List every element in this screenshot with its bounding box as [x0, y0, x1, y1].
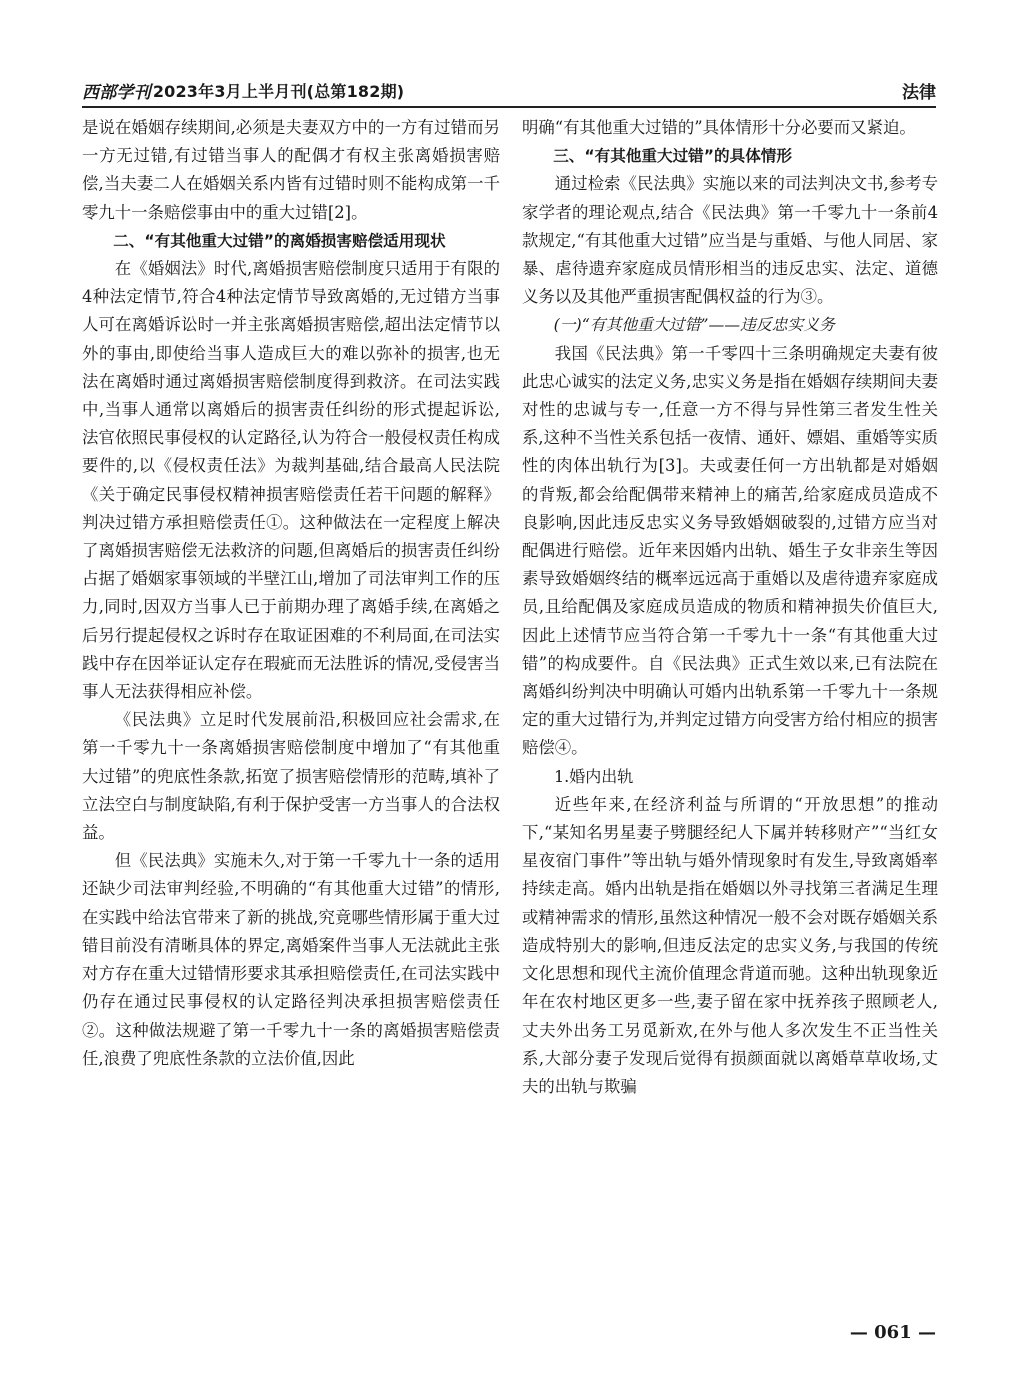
section-name: 法律: [902, 82, 936, 103]
section-heading: 三、“有其他重大过错”的具体情形: [553, 147, 792, 166]
paragraph: 我国《民法典》第一千零四十三条明确规定夫妻有彼此忠心诚实的法定义务,忠实义务是指在婚姻存续期间夫妻对性的忠诚与专一,任意一方不得与异性第三者发生性关系,这种不当性关系包括一夜情、通奸、嫖娼、重婚等实质性的肉体出轨行为[3]。夫或妻任何一方出轨都是对婚姻的背叛,都会给配偶带来精神上的痛苦,给家庭成员造成不良影响,因此违反忠实义务导致婚姻破裂的,过错方应当对配偶进行赔偿。近年来因婚内出轨、婚生子女非亲生等因素导致婚姻终结的概率远远高于重婚以及虐待遗弃家庭成员,且给配偶及家庭成员造成的物质和精神损失价值巨大,因此上述情节应当符合第一千零九十一条“有其他重大过错”的构成要件。自《民法典》正式生效以来,已有法院在离婚纠纷判决中明确认可婚内出轨系第一千零九十一条规定的重大过错行为,并判定过错方向受害方给付相应的损害赔偿④。: [522, 343, 938, 758]
section-heading: 二、“有其他重大过错”的离婚损害赔偿适用现状: [113, 231, 446, 250]
paragraph: 在《婚姻法》时代,离婚损害赔偿制度只适用于有限的4种法定情节,符合4种法定情节导致离婚的,无过错方当事人可在离婚诉讼时一并主张离婚损害赔偿,超出法定情节以外的事由,即使给当事人造成巨大的难以弥补的损害,也无法在离婚时通过离婚损害赔偿制度得到救济。在司法实践中,当事人通常以离婚后的损害责任纠纷的形式提起诉讼,法官依照民事侵权的认定路径,认为符合一般侵权责任构成要件的,以《侵权责任法》为裁判基础,结合最高人民法院《关于确定民事侵权精神损害赔偿责任若干问题的解释》判决过错方承担赔偿责任①。这种做法在一定程度上解决了离婚损害赔偿无法救济的问题,但离婚后的损害责任纠纷占据了婚姻家事领域的半壁江山,增加了司法审判工作的压力,同时,因双方当事人已于前期办理了离婚手续,在离婚之后另行提起侵权之诉时存在取证困难的不利局面,在司法实践中存在因举证认定存在瑕疵而无法胜诉的情况,受侵害当事人无法获得相应补偿。: [82, 259, 500, 702]
paragraph: 明确“有其他重大过错的”具体情形十分必要而又紧迫。: [522, 118, 916, 137]
left-column: [82, 114, 500, 1073]
journal-logo: 西部学刊: [82, 82, 151, 103]
sub-subsection-heading: 1.婚内出轨: [554, 766, 634, 786]
paragraph: 《民法典》立足时代发展前沿,积极回应社会需求,在第一千零九十一条离婚损害赔偿制度中增加了“有其他重大过错”的兜底性条款,拓宽了损害赔偿情形的范畴,填补了立法空白与制度缺陷,有利于保护受害一方当事人的合法权益。: [82, 710, 500, 843]
paragraph: 是说在婚姻存续期间,必须是夫妻双方中的一方有过错而另一方无过错,有过错当事人的配偶才有权主张离婚损害赔偿,当夫妻二人在婚姻关系内皆有过错时则不能构成第一千零九十一条赔偿事由中的重大过错[2]。: [82, 118, 500, 222]
paragraph: 但《民法典》实施未久,对于第一千零九十一条的适用还缺少司法审判经验,不明确的“有其他重大过错”的情形,在实践中给法官带来了新的挑战,究竟哪些情形属于重大过错目前没有清晰具体的界定,离婚案件当事人无法就此主张对方存在重大过错情形要求其承担赔偿责任,在司法实践中仍存在通过民事侵权的认定路径判决承担损害赔偿责任②。这种做法规避了第一千零九十一条的离婚损害赔偿责任,浪费了兜底性条款的立法价值,因此: [82, 851, 500, 1068]
page-number: — 061 —: [849, 1322, 936, 1343]
paragraph: 近些年来,在经济利益与所谓的“开放思想”的推动下,“某知名男星妻子劈腿经纪人下属并转移财产”“当红女星夜宿门事件”等出轨与婚外情现象时有发生,导致离婚率持续走高。婚内出轨是指在婚姻以外寻找第三者满足生理或精神需求的情形,虽然这种情况一般不会对既存婚姻关系造成特别大的影响,但违反法定的忠实义务,与我国的传统文化思想和现代主流价值理念背道而驰。这种出轨现象近年在农村地区更多一些,妻子留在家中抚养孩子照顾老人,丈夫外出务工另觅新欢,在外与他人多次发生不正当性关系,大部分妻子发现后觉得有损颜面就以离婚草草收场,丈夫的出轨与欺骗: [522, 794, 938, 1096]
right-column: [522, 114, 938, 1101]
journal-title: [82, 78, 404, 103]
paragraph: 通过检索《民法典》实施以来的司法判决文书,参考专家学者的理论观点,结合《民法典》第一千零九十一条前4款规定,“有其他重大过错”应当是与重婚、与他人同居、家暴、虐待遗弃家庭成员情形相当的违反忠实、法定、道德义务以及其他严重损害配偶权益的行为③。: [522, 174, 938, 307]
subsection-heading: (一)“有其他重大过错”——违反忠实义务: [553, 315, 835, 335]
running-header: [82, 74, 936, 108]
journal-issue: 2023年3月上半月刊(总第182期): [152, 81, 405, 101]
